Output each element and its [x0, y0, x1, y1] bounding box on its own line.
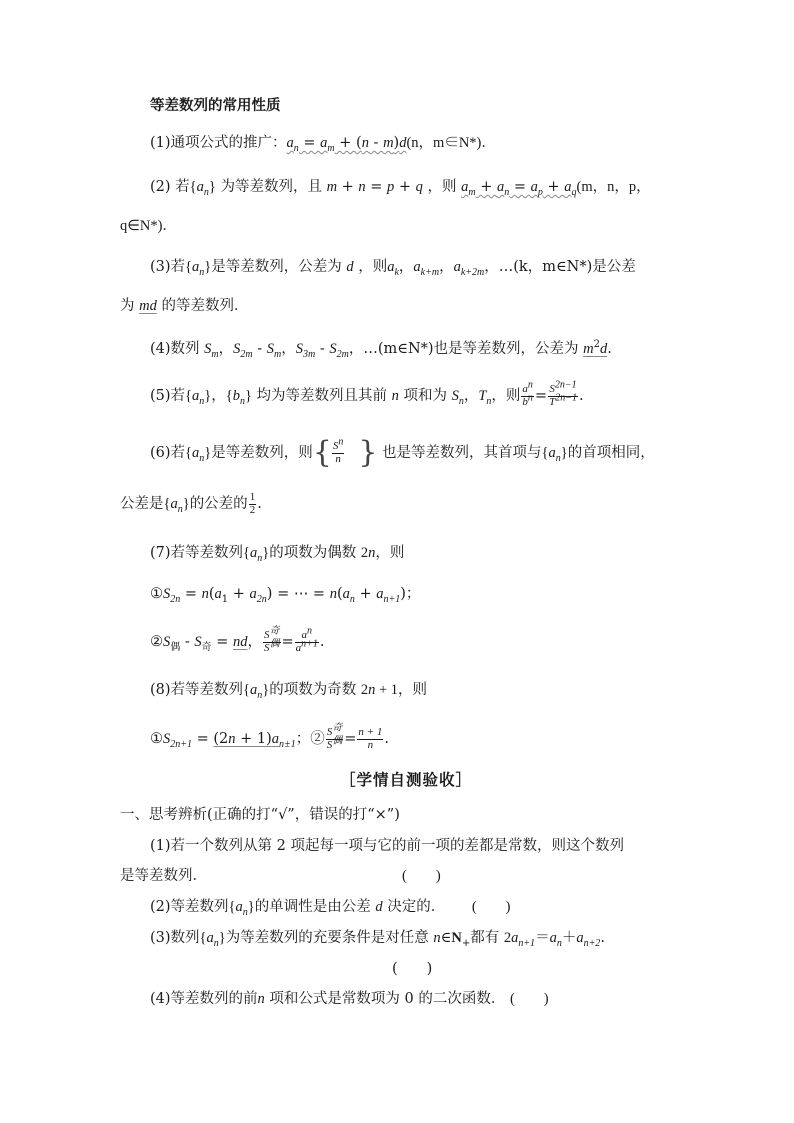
property-3: (3)若$\{a_n\}$是等差数列，公差为 d ，则$a_k$，$a_{k+m}$，$a_{k+2m}$，…(k，m∈N*)是公差: [150, 259, 636, 278]
property-2: (2) 若$\{a_n\}$ 为等差数列，且 m + n = p + q ，则 $a_m + a_n = a_p + a_q(m$，n，p，: [150, 179, 651, 198]
property-3-cont: 为 md 的等差数列．: [120, 298, 249, 314]
property-4: (4)数列 $S_m$，$S_{2m} - S_m$，$S_{3m} - S_{2m}$，…(m∈N*)也是等差数列，公差为 $m^2d$.: [150, 339, 612, 360]
property-7-item-2: $②S_偶 - S_奇$ = nd， $\frac{S^奇}{S^偶}$ = $\frac{a^n}{a^{n+1}}$ .: [150, 625, 325, 654]
property-7: (7)若等差数列$\{a_n\}$的项数为偶数 2n，则: [150, 545, 405, 564]
property-7-item-1: $①S_{2n} = n(a_1 + a_{2n})$ = ⋯ = $n(a_n + a_{n+1})$；: [150, 586, 421, 605]
question-3: (3)数列$\{a_n\}$为等差数列的充要条件是对任意 $n\in N_+$都有 $2a_{n+1}=a_n+a_{n+2}$.: [150, 930, 605, 949]
question-4: (4)等差数列的前n 项和公式是常数项为 0 的二次函数． ( ): [150, 991, 549, 1007]
property-6-cont: 公差是$\{a_n\}$的公差的 $\frac{1}{2}$ .: [120, 491, 262, 516]
question-1-cont: 是等差数列． ( ): [120, 868, 441, 884]
properties-title: 等差数列的常用性质: [150, 98, 281, 114]
answer-blank-1[interactable]: ( ): [402, 868, 441, 884]
self-test-title: ［学情自测验收］: [340, 771, 473, 789]
part-1-title: 一、思考辨析(正确的打“√”，错误的打“×”): [120, 807, 400, 823]
ratio-formula: $\frac{a^n}{b^n}$: [522, 379, 533, 408]
question-1: (1)若一个数列从第 2 项起每一项与它的前一项的差都是常数，则这个数列: [150, 838, 624, 854]
property-6: (6)若$\{a_n\}$是等差数列，则{ $\frac{S^n}{n}$ } 也是等差数列，其首项与$\{a_n\}$的首项相同，: [150, 435, 655, 470]
property-1: (1)通项公式的推广：$a_n = a_m + (n - m)d(n$，m∈N*)．: [150, 135, 496, 154]
property-8: (8)若等差数列$\{a_n\}$的项数为奇数 2n + 1，则: [150, 682, 428, 701]
answer-blank-3[interactable]: ( ): [392, 961, 433, 977]
property-2-cont: q∈N*)．: [120, 218, 177, 234]
answer-blank-4[interactable]: ( ): [509, 991, 549, 1007]
answer-blank-2[interactable]: ( ): [471, 899, 511, 915]
question-2: (2)等差数列$\{a_n\}$的单调性是由公差 d 决定的． ( ): [150, 899, 511, 918]
property-5: (5)若$\{a_n\}$，$\{b_n\}$ 均为等差数列且其前 n 项和为 $S_n$，$T_n$，则 $\frac{a^n}{b^n}$ = $\frac{S^{2n-1}}{T^{2n-1}}$ .: [150, 379, 584, 408]
property-8-items: $①S_{2n+1} = (2n + 1)a_{n+1}$；② $\frac{S^奇}{S^偶}$ = $\frac{n + 1}{n}$ .: [150, 722, 389, 751]
